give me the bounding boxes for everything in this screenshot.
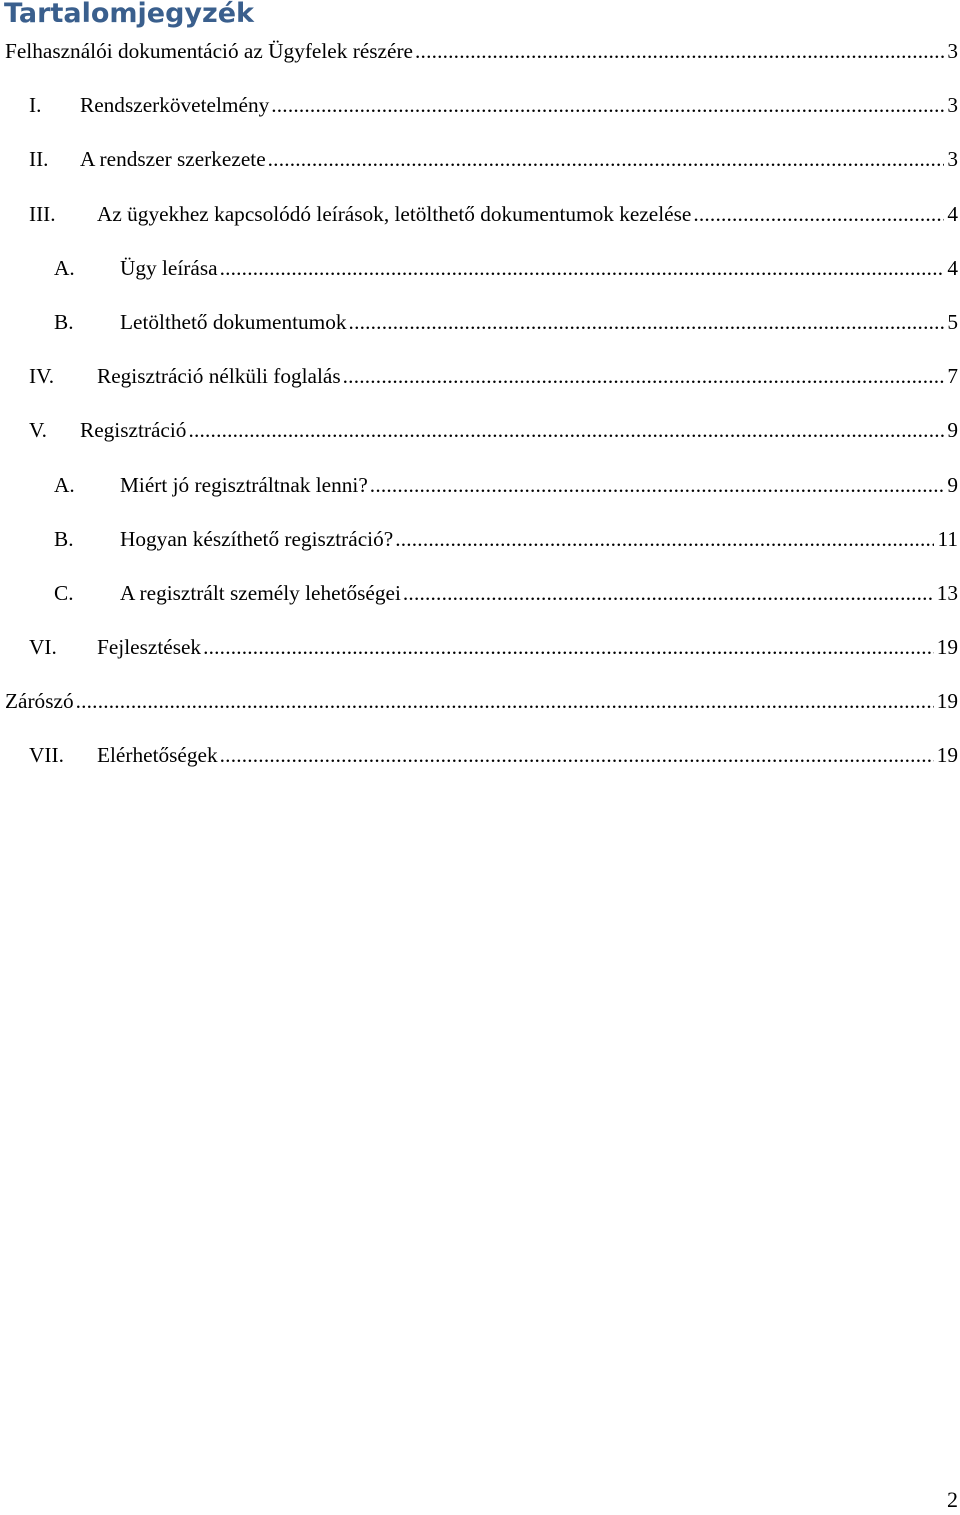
toc-dot-leader <box>403 576 934 610</box>
toc-dot-leader <box>203 630 934 664</box>
toc-entry[interactable] <box>0 251 960 305</box>
toc-entry-page: 19 <box>936 689 958 714</box>
toc-dot-leader <box>271 88 944 122</box>
toc-entry[interactable] <box>0 359 960 413</box>
toc-entry[interactable] <box>0 522 960 576</box>
toc-entry-page: 7 <box>947 364 958 389</box>
toc-entry-page: 9 <box>947 472 958 497</box>
toc-entry[interactable] <box>0 305 960 359</box>
toc-dot-leader <box>220 251 945 285</box>
toc-entry-text: Hogyan készíthető regisztráció? <box>120 526 394 551</box>
toc-dot-leader <box>395 522 934 556</box>
toc-dot-leader <box>415 34 944 68</box>
toc-dot-leader <box>693 197 944 231</box>
toc-entry-number: I. <box>29 93 42 118</box>
page-number: 2 <box>947 1487 958 1512</box>
toc-entry-text: Zárószó <box>5 689 74 714</box>
toc-entry-number: A. <box>54 472 75 497</box>
toc-entry-number: V. <box>29 418 47 443</box>
toc-dot-leader <box>188 413 944 447</box>
toc-entry-number: A. <box>54 255 75 280</box>
toc-entry-number: III. <box>29 201 56 226</box>
toc-dot-leader <box>268 142 945 176</box>
toc-entry-text: Elérhetőségek <box>97 743 218 768</box>
toc-dot-leader <box>343 359 945 393</box>
toc-entry[interactable] <box>0 738 960 792</box>
toc-entry[interactable] <box>0 197 960 251</box>
toc-dot-leader <box>220 738 934 772</box>
toc-entry[interactable] <box>0 468 960 522</box>
toc-entry-text: Regisztráció nélküli foglalás <box>97 364 341 389</box>
toc-entry-text: Letölthető dokumentumok <box>120 309 347 334</box>
toc-entry-text: A rendszer szerkezete <box>80 147 266 172</box>
toc-dot-leader <box>349 305 945 339</box>
toc-entry-number: B. <box>54 526 74 551</box>
toc-entry-text: Regisztráció <box>80 418 187 443</box>
toc-entry-text: A regisztrált személy lehetőségei <box>120 580 401 605</box>
toc-entry[interactable] <box>0 88 960 142</box>
toc-entry[interactable] <box>0 34 960 88</box>
toc-entry[interactable] <box>0 576 960 630</box>
toc-title: Tartalomjegyzék <box>4 0 255 29</box>
toc-entry[interactable] <box>0 684 960 738</box>
toc-entry-page: 3 <box>947 147 958 172</box>
toc-entry-page: 4 <box>947 201 958 226</box>
toc-entry-text: Felhasználói dokumentáció az Ügyfelek részére <box>5 39 414 63</box>
toc-entry-page: 3 <box>947 39 958 63</box>
toc-entry-text: Ügy leírása <box>120 255 218 280</box>
toc-entry-number: IV. <box>29 364 55 389</box>
toc-entry-number: B. <box>54 309 74 334</box>
toc-entry-page: 13 <box>936 580 958 605</box>
toc-entry-page: 5 <box>947 309 958 334</box>
toc-entry-page: 11 <box>937 526 958 551</box>
toc-entry-page: 4 <box>947 255 958 280</box>
toc-entry[interactable] <box>0 142 960 196</box>
toc-entry-page: 3 <box>947 93 958 118</box>
toc-entry-page: 9 <box>947 418 958 443</box>
toc-dot-leader <box>370 468 945 502</box>
toc-entry-text: Fejlesztések <box>97 635 202 660</box>
toc-list <box>0 34 960 793</box>
toc-entry-number: C. <box>54 580 74 605</box>
toc-dot-leader <box>76 684 934 718</box>
toc-entry-page: 19 <box>936 743 958 768</box>
toc-entry-page: 19 <box>936 635 958 660</box>
toc-entry[interactable] <box>0 413 960 467</box>
toc-entry-number: II. <box>29 147 49 172</box>
toc-entry[interactable] <box>0 630 960 684</box>
toc-entry-number: VII. <box>29 743 64 768</box>
toc-entry-text: Rendszerkövetelmény <box>80 93 270 118</box>
toc-entry-text: Miért jó regisztráltnak lenni? <box>120 472 368 497</box>
toc-entry-text: Az ügyekhez kapcsolódó leírások, letölthető dokumentumok kezelése <box>97 201 692 226</box>
toc-entry-number: VI. <box>29 635 57 660</box>
